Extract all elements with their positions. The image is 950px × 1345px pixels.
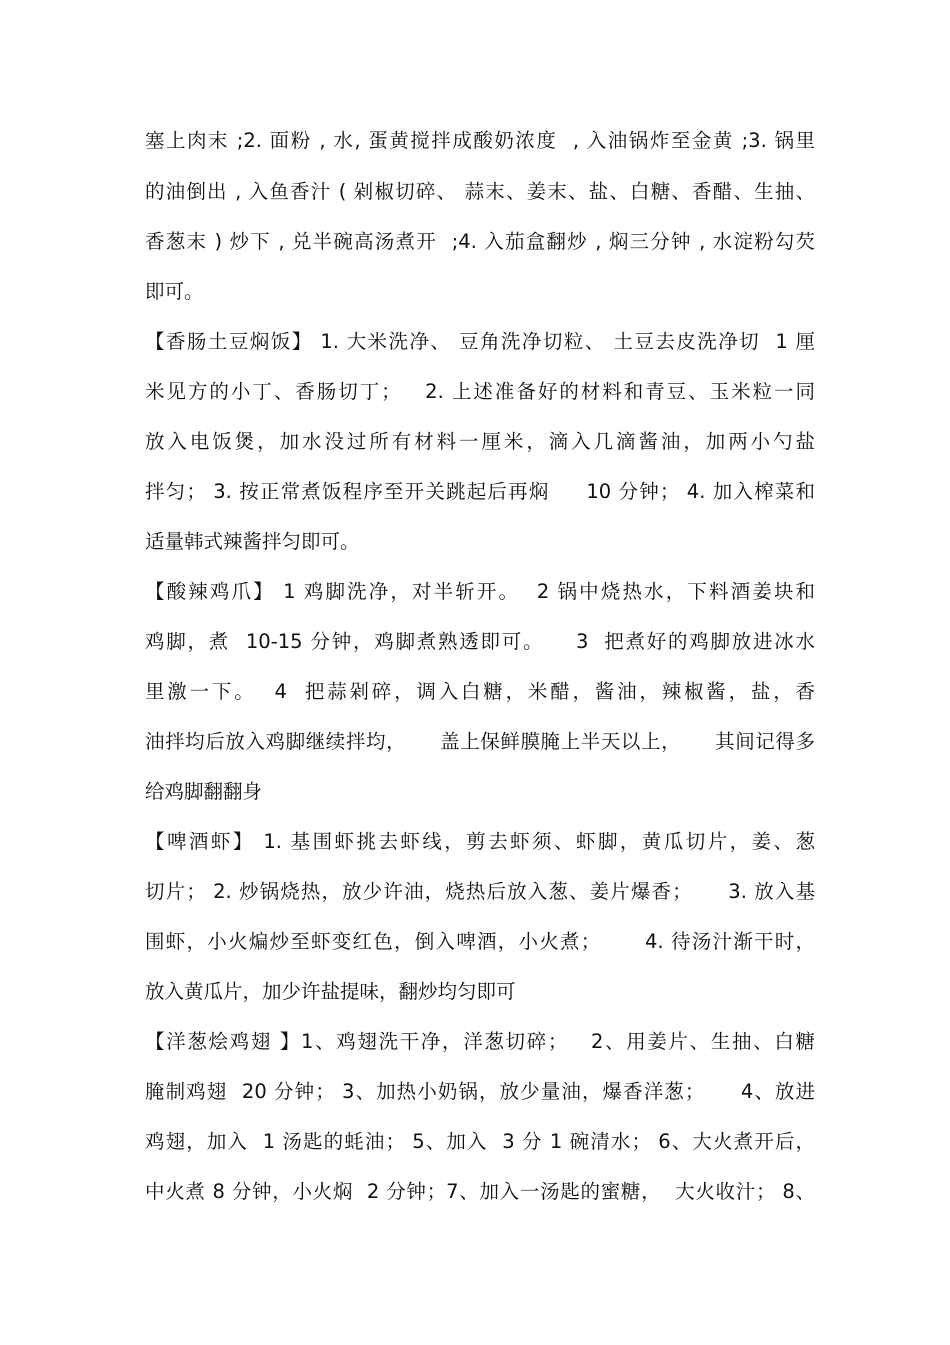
text-line: 鸡脚，煮 10-15 分钟，鸡脚煮熟透即可。 3 把煮好的鸡脚放进冰水 (145, 630, 815, 653)
text-line: 里激一下。 4 把蒜剁碎，调入白糖，米醋，酱油，辣椒酱，盐，香 (145, 680, 815, 703)
text-line: 放入黄瓜片，加少许盐提味，翻炒均匀即可 (145, 980, 516, 1003)
text-line: 拌匀； 3. 按正常煮饭程序至开关跳起后再焖 10 分钟； 4. 加入榨菜和 (145, 480, 815, 503)
recipe-sausage-potato-rice: 【香肠土豆焖饭】 1. 大米洗净、 豆角洗净切粒、 土豆去皮洗净切 1 厘 (145, 330, 815, 353)
text-line: 适量韩式辣酱拌匀即可。 (145, 530, 360, 553)
text-line: 米见方的小丁、香肠切丁； 2. 上述准备好的材料和青豆、玉米粒一同 (145, 380, 815, 403)
text-line: 香葱末 ) 炒下 , 兑半碗高汤煮开 ;4. 入茄盒翻炒 , 焖三分钟 , 水淀粉勾芡 (145, 230, 815, 253)
text-line: 放入电饭煲，加水没过所有材料一厘米，滴入几滴酱油，加两小勺盐 (145, 430, 815, 453)
text-line: 腌制鸡翅 20 分钟； 3、加热小奶锅，放少量油，爆香洋葱； 4、放进 (145, 1080, 815, 1103)
recipe-sour-spicy-chicken-feet: 【酸辣鸡爪】 1 鸡脚洗净，对半斩开。 2 锅中烧热水，下料酒姜块和 (145, 580, 815, 603)
recipe-onion-braised-chicken-wings: 【洋葱烩鸡翅 】1、鸡翅洗干净，洋葱切碎； 2、用姜片、生抽、白糖 (145, 1030, 815, 1053)
text-line: 油拌均后放入鸡脚继续拌均， 盖上保鲜膜腌上半天以上， 其间记得多 (145, 730, 815, 753)
text-line: 即可。 (145, 280, 204, 303)
text-line: 切片； 2. 炒锅烧热，放少许油，烧热后放入葱、姜片爆香； 3. 放入基 (145, 880, 815, 903)
text-line: 的油倒出 , 入鱼香汁 ( 剁椒切碎、 蒜末、姜末、盐、白糖、香醋、生抽、 (145, 180, 815, 203)
text-line: 给鸡脚翻翻身 (145, 780, 263, 803)
text-line: 中火煮 8 分钟，小火焖 2 分钟；7、加入一汤匙的蜜糖， 大火收汁； 8、 (145, 1180, 815, 1203)
recipe-beer-shrimp: 【啤酒虾】 1. 基围虾挑去虾线，剪去虾须、虾脚，黄瓜切片，姜、葱 (145, 830, 815, 853)
text-line: 鸡翅，加入 1 汤匙的蚝油； 5、加入 3 分 1 碗清水； 6、大火煮开后， (145, 1130, 815, 1153)
text-line: 围虾，小火煸炒至虾变红色，倒入啤酒，小火煮； 4. 待汤汁渐干时， (145, 930, 815, 953)
text-line: 塞上肉末 ;2. 面粉 , 水, 蛋黄搅拌成酸奶浓度 , 入油锅炸至金黄 ;3. 锅里 (145, 129, 815, 152)
